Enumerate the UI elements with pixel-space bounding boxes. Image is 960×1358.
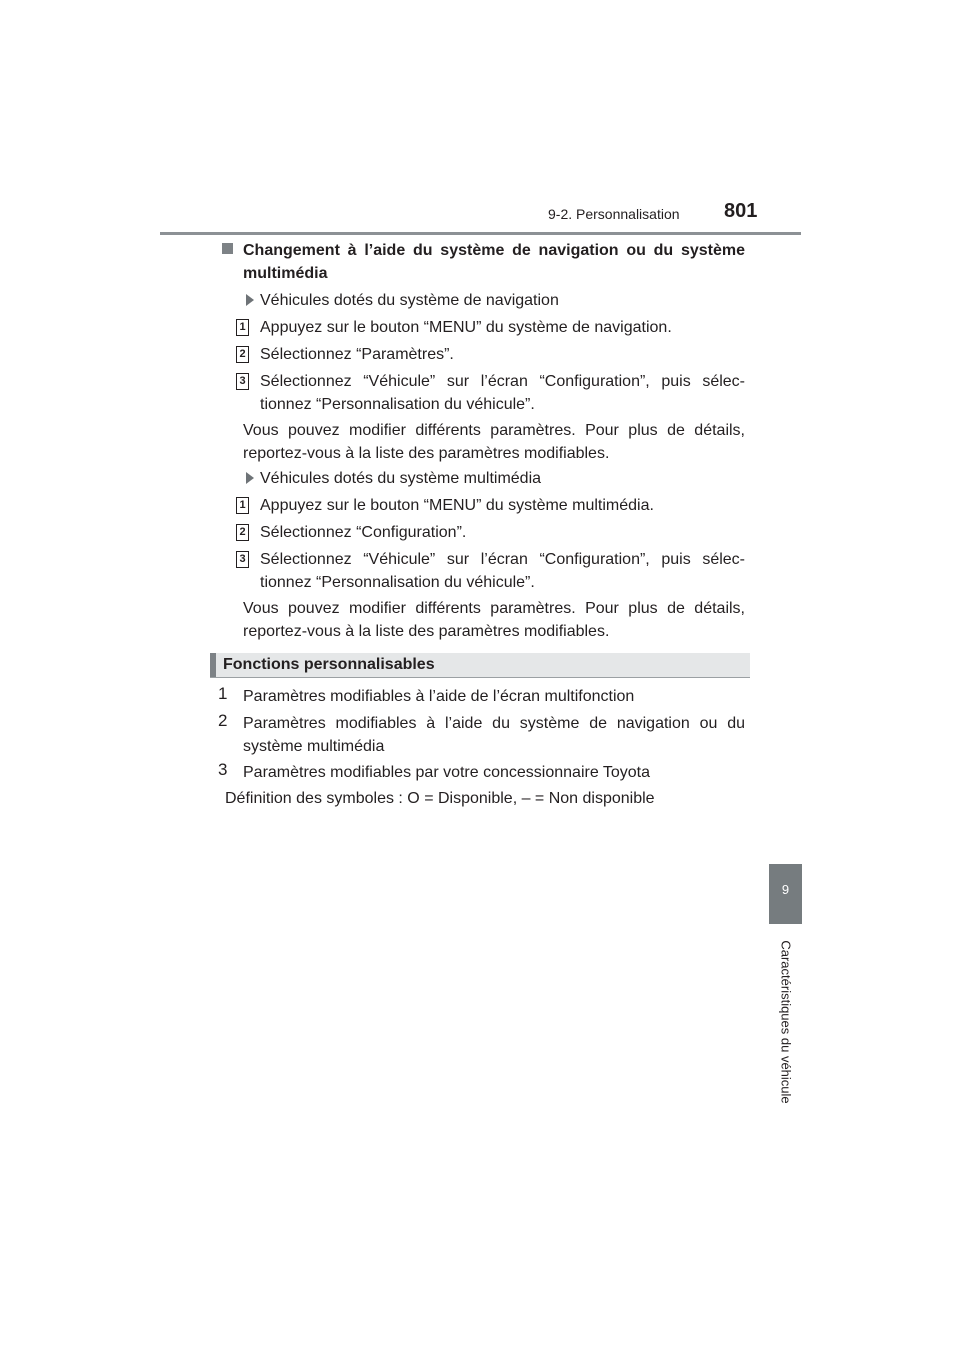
list-item-2-line-2: système multimédia [243, 738, 385, 755]
nav-step-1-text: Appuyez sur le bouton “MENU” du système de navigation. [260, 319, 672, 336]
section-title: Fonctions personnalisables [223, 656, 435, 673]
multi-note-line-1: Vous pouvez modifier différents paramètres. Pour plus de détails, [243, 600, 745, 617]
list-item-2-line-1: Paramètres modifiables à l’aide du système de navigation ou du [243, 715, 745, 732]
header-divider [160, 232, 801, 235]
list-item-1-text: Paramètres modifiables à l’aide de l’écran multifonction [243, 688, 635, 705]
step-number-1: 1 [236, 319, 249, 336]
multi-block-title: Véhicules dotés du système multimédia [260, 470, 542, 487]
nav-note-line-1: Vous pouvez modifier différents paramètres. Pour plus de détails, [243, 422, 745, 439]
section-header-accent [210, 653, 216, 677]
step-number-3: 3 [236, 373, 249, 390]
subsection-heading-line-2: multimédia [243, 265, 328, 282]
chapter-tab-label: Caractéristiques du véhicule [778, 940, 794, 1104]
triangle-bullet-icon [246, 294, 254, 306]
symbol-definition: Définition des symboles : O = Disponible, – = Non disponible [225, 790, 655, 807]
multi-note-line-2: reportez-vous à la liste des paramètres modifiables. [243, 623, 610, 640]
section-header-underline [210, 677, 750, 678]
multi-step-3-line-2: tionnez “Personnalisation du véhicule”. [260, 574, 535, 591]
list-marker-2: 2 [218, 711, 228, 730]
subsection-heading-line-1: Changement à l’aide du système de navigation ou du système [243, 242, 745, 259]
multi-step-2-text: Sélectionnez “Configuration”. [260, 524, 467, 541]
multi-step-3-line-1: Sélectionnez “Véhicule” sur l’écran “Configuration”, puis sélec- [260, 551, 745, 568]
nav-step-3-line-1: Sélectionnez “Véhicule” sur l’écran “Configuration”, puis sélec- [260, 373, 745, 390]
list-marker-1: 1 [218, 684, 228, 703]
chapter-tab-number: 9 [781, 882, 790, 897]
nav-step-2-text: Sélectionnez “Paramètres”. [260, 346, 454, 363]
step-number-1: 1 [236, 497, 249, 514]
step-number-3: 3 [236, 551, 249, 568]
triangle-bullet-icon [246, 472, 254, 484]
nav-note-line-2: reportez-vous à la liste des paramètres modifiables. [243, 445, 610, 462]
list-item-3-text: Paramètres modifiables par votre concessionnaire Toyota [243, 764, 651, 781]
heading-square-icon [222, 243, 233, 254]
running-header-section: 9-2. Personnalisation [548, 206, 680, 222]
nav-block-title: Véhicules dotés du système de navigation [260, 292, 559, 309]
step-number-2: 2 [236, 524, 249, 541]
page-number: 801 [724, 200, 758, 222]
list-marker-3: 3 [218, 760, 228, 779]
multi-step-1-text: Appuyez sur le bouton “MENU” du système multimédia. [260, 497, 654, 514]
step-number-2: 2 [236, 346, 249, 363]
nav-step-3-line-2: tionnez “Personnalisation du véhicule”. [260, 396, 535, 413]
